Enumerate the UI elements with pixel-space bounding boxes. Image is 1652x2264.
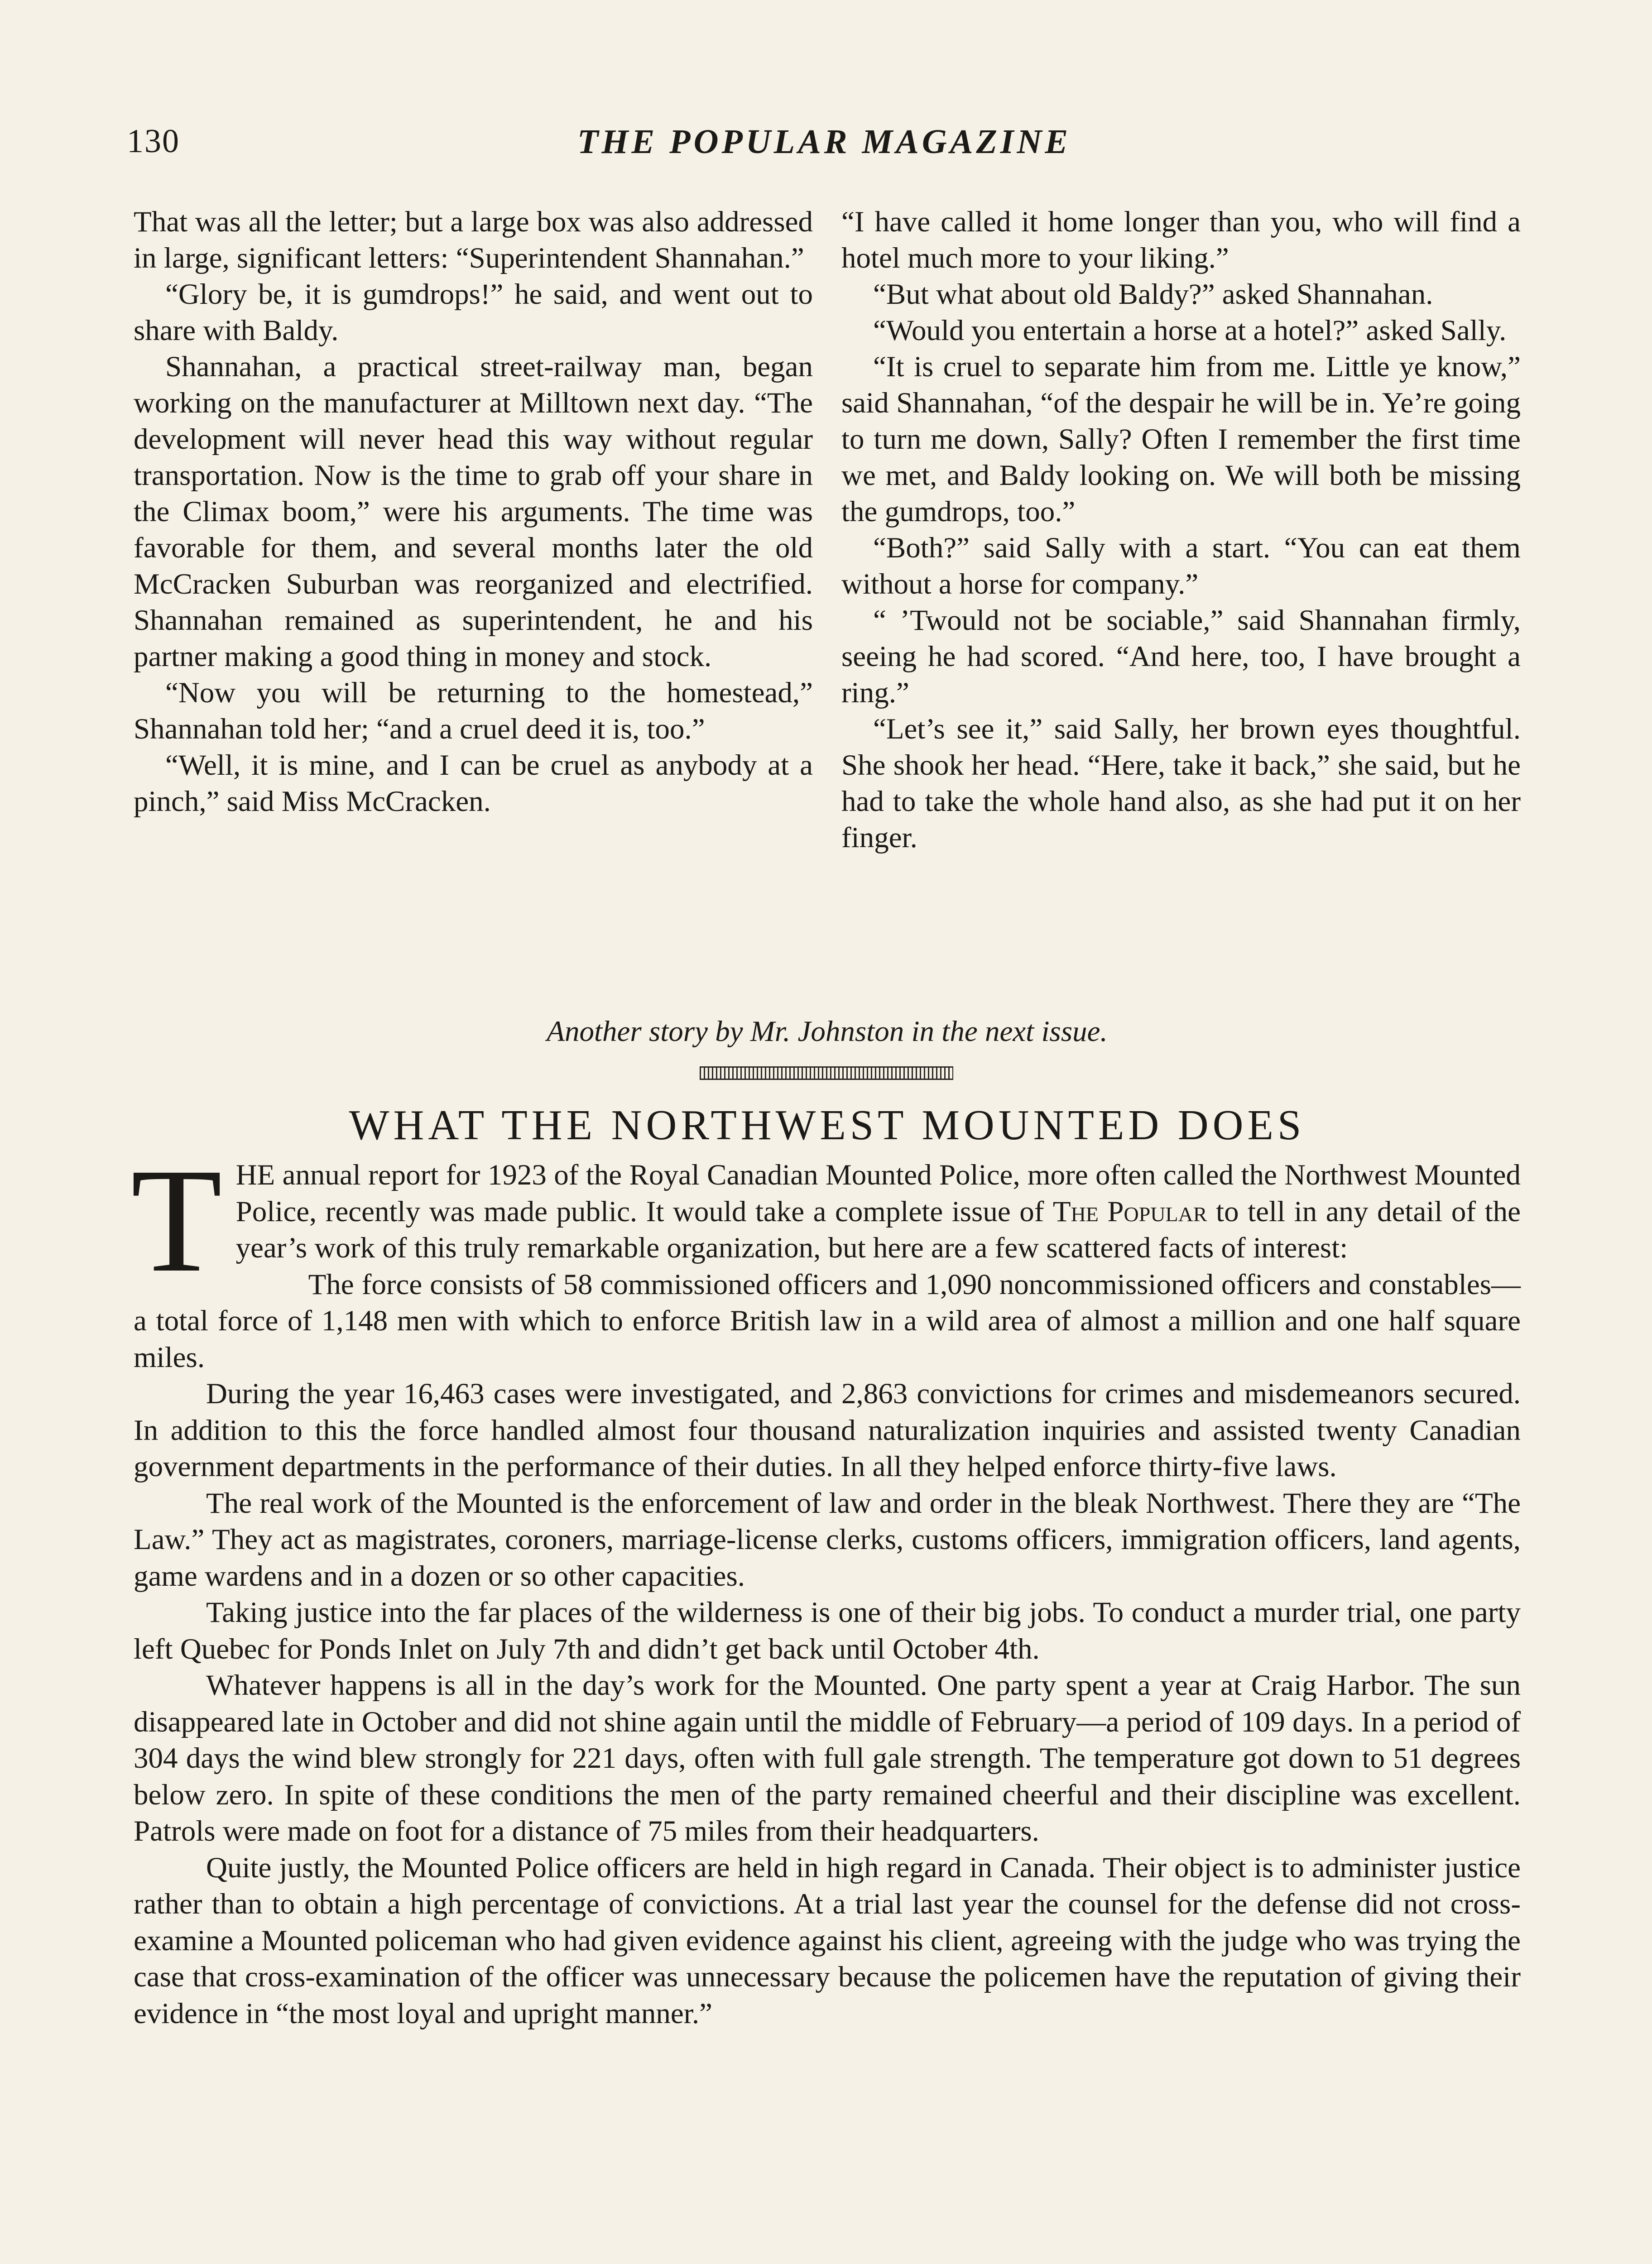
story-right-column (841, 204, 1521, 856)
lead-text-b: to tell in any detail of the year’s work of this truly remarkable organization, but here are a few scattered facts of interest: (235, 1195, 1521, 1264)
story-paragraph: “Glory be, it is gumdrops!” he said, and went out to share with Baldy. (134, 278, 813, 347)
lead-text-a: HE annual report for 1923 of the Royal Canadian Mounted Police, more often called the Northwest Mounted Police, recently was made public. It would take a complete issue of (235, 1159, 1521, 1228)
article-lead-paragraph (131, 1138, 1521, 1303)
article-paragraph: The force consists of 58 commissioned officers and 1,090 noncommissioned officers and constables—a total force of 1,148 men with which to enforce British law in a wild area of almost a million and one half square miles. (134, 1268, 1521, 1374)
article-title: WHAT THE NORTHWEST MOUNTED DOES (349, 1102, 1306, 1149)
magazine-name: The Popular (1052, 1195, 1207, 1228)
story-paragraph: “ ’Twould not be sociable,” said Shannahan firmly, seeing he had scored. “And here, too, I have brought a ring.” (841, 604, 1521, 709)
section-divider (700, 1066, 953, 1080)
article-paragraph: During the year 16,463 cases were investigated, and 2,863 convictions for crimes and misdemeanors secured. In addition to this the force handled almost four thousand naturalization inquiries and assisted twenty Canadian government departments in the performance of their duties. In all they helped enforce thirty-five laws. (134, 1377, 1521, 1483)
story-paragraph: That was all the letter; but a large box was also addressed in large, significant letters: “Superintendent Shannahan.” (134, 206, 813, 274)
article-paragraph: Whatever happens is all in the day’s work for the Mounted. One party spent a year at Craig Harbor. The sun disappeared late in October and did not shine again until the middle of February—a period of 109 days. In a period of 304 days the wind blew strongly for 221 days, often with full gale strength. The temperature got down to 51 degrees below zero. In spite of these conditions the men of the party remained cheerful and their discipline was excellent. Patrols were made on foot for a distance of 75 miles from their headquarters. (134, 1669, 1521, 1847)
story-paragraph: Shannahan, a practical street-railway man, began working on the manufacturer at Milltown next day. “The development will never head this way without regular transportation. Now is the time to grab off your share in the Climax boom,” were his arguments. The time was favorable for them, and several months later the old McCracken Suburban was reorganized and electrified. Shannahan remained as superintendent, he and his partner making a good thing in money and stock. (134, 350, 813, 673)
next-issue-teaser: Another story by Mr. Johnston in the next issue. (547, 1015, 1108, 1048)
story-paragraph: “Would you entertain a horse at a hotel?” asked Sally. (873, 314, 1507, 347)
article-body (131, 1138, 1521, 2032)
article-paragraph: Taking justice into the far places of the wilderness is one of their big jobs. To conduct a murder trial, one party left Quebec for Ponds Inlet on July 7th and didn’t get back until October 4th. (134, 1596, 1521, 1665)
page-header (127, 122, 1522, 172)
story-paragraph: “Well, it is mine, and I can be cruel as anybody at a pinch,” said Miss McCracken. (134, 749, 813, 818)
page-number: 130 (127, 123, 180, 160)
drop-cap: T (131, 1138, 222, 1303)
story-paragraph: “But what about old Baldy?” asked Shannahan. (873, 278, 1433, 311)
story-paragraph: “I have called it home longer than you, who will find a hotel much more to your liking.” (841, 206, 1521, 274)
article-paragraph: The real work of the Mounted is the enforcement of law and order in the bleak Northwest. There they are “The Law.” They act as magistrates, coroners, marriage-license clerks, customs officers, immigration officers, land agents, game wardens and in a dozen or so other capacities. (134, 1487, 1521, 1592)
story-paragraph: “Both?” said Sally with a start. “You can eat them without a horse for company.” (841, 532, 1521, 600)
running-head: THE POPULAR MAGAZINE (577, 123, 1071, 161)
article-paragraph: Quite justly, the Mounted Police officers are held in high regard in Canada. Their object is to administer justice rather than to obtain a high percentage of convictions. At a trial last year the counsel for the defense did not cross-examine a Mounted policeman who had given evidence against his client, agreeing with the judge who was trying the case that cross-examination of the officer was unnecessary because the policemen have the reputation of giving their evidence in “the most loyal and upright manner.” (134, 1851, 1521, 2030)
story-paragraph: “Now you will be returning to the homestead,” Shannahan told her; “and a cruel deed it is, too.” (134, 676, 813, 745)
story-left-column (134, 204, 813, 820)
story-paragraph: “Let’s see it,” said Sally, her brown eyes thoughtful. She shook her head. “Here, take it back,” she said, but he had to take the whole hand also, as she had put it on her finger. (841, 713, 1521, 854)
story-paragraph: “It is cruel to separate him from me. Little ye know,” said Shannahan, “of the despair he will be in. Ye’re going to turn me down, Sally? Often I remember the first time we met, and Baldy looking on. We will both be missing the gumdrops, too.” (841, 350, 1521, 528)
